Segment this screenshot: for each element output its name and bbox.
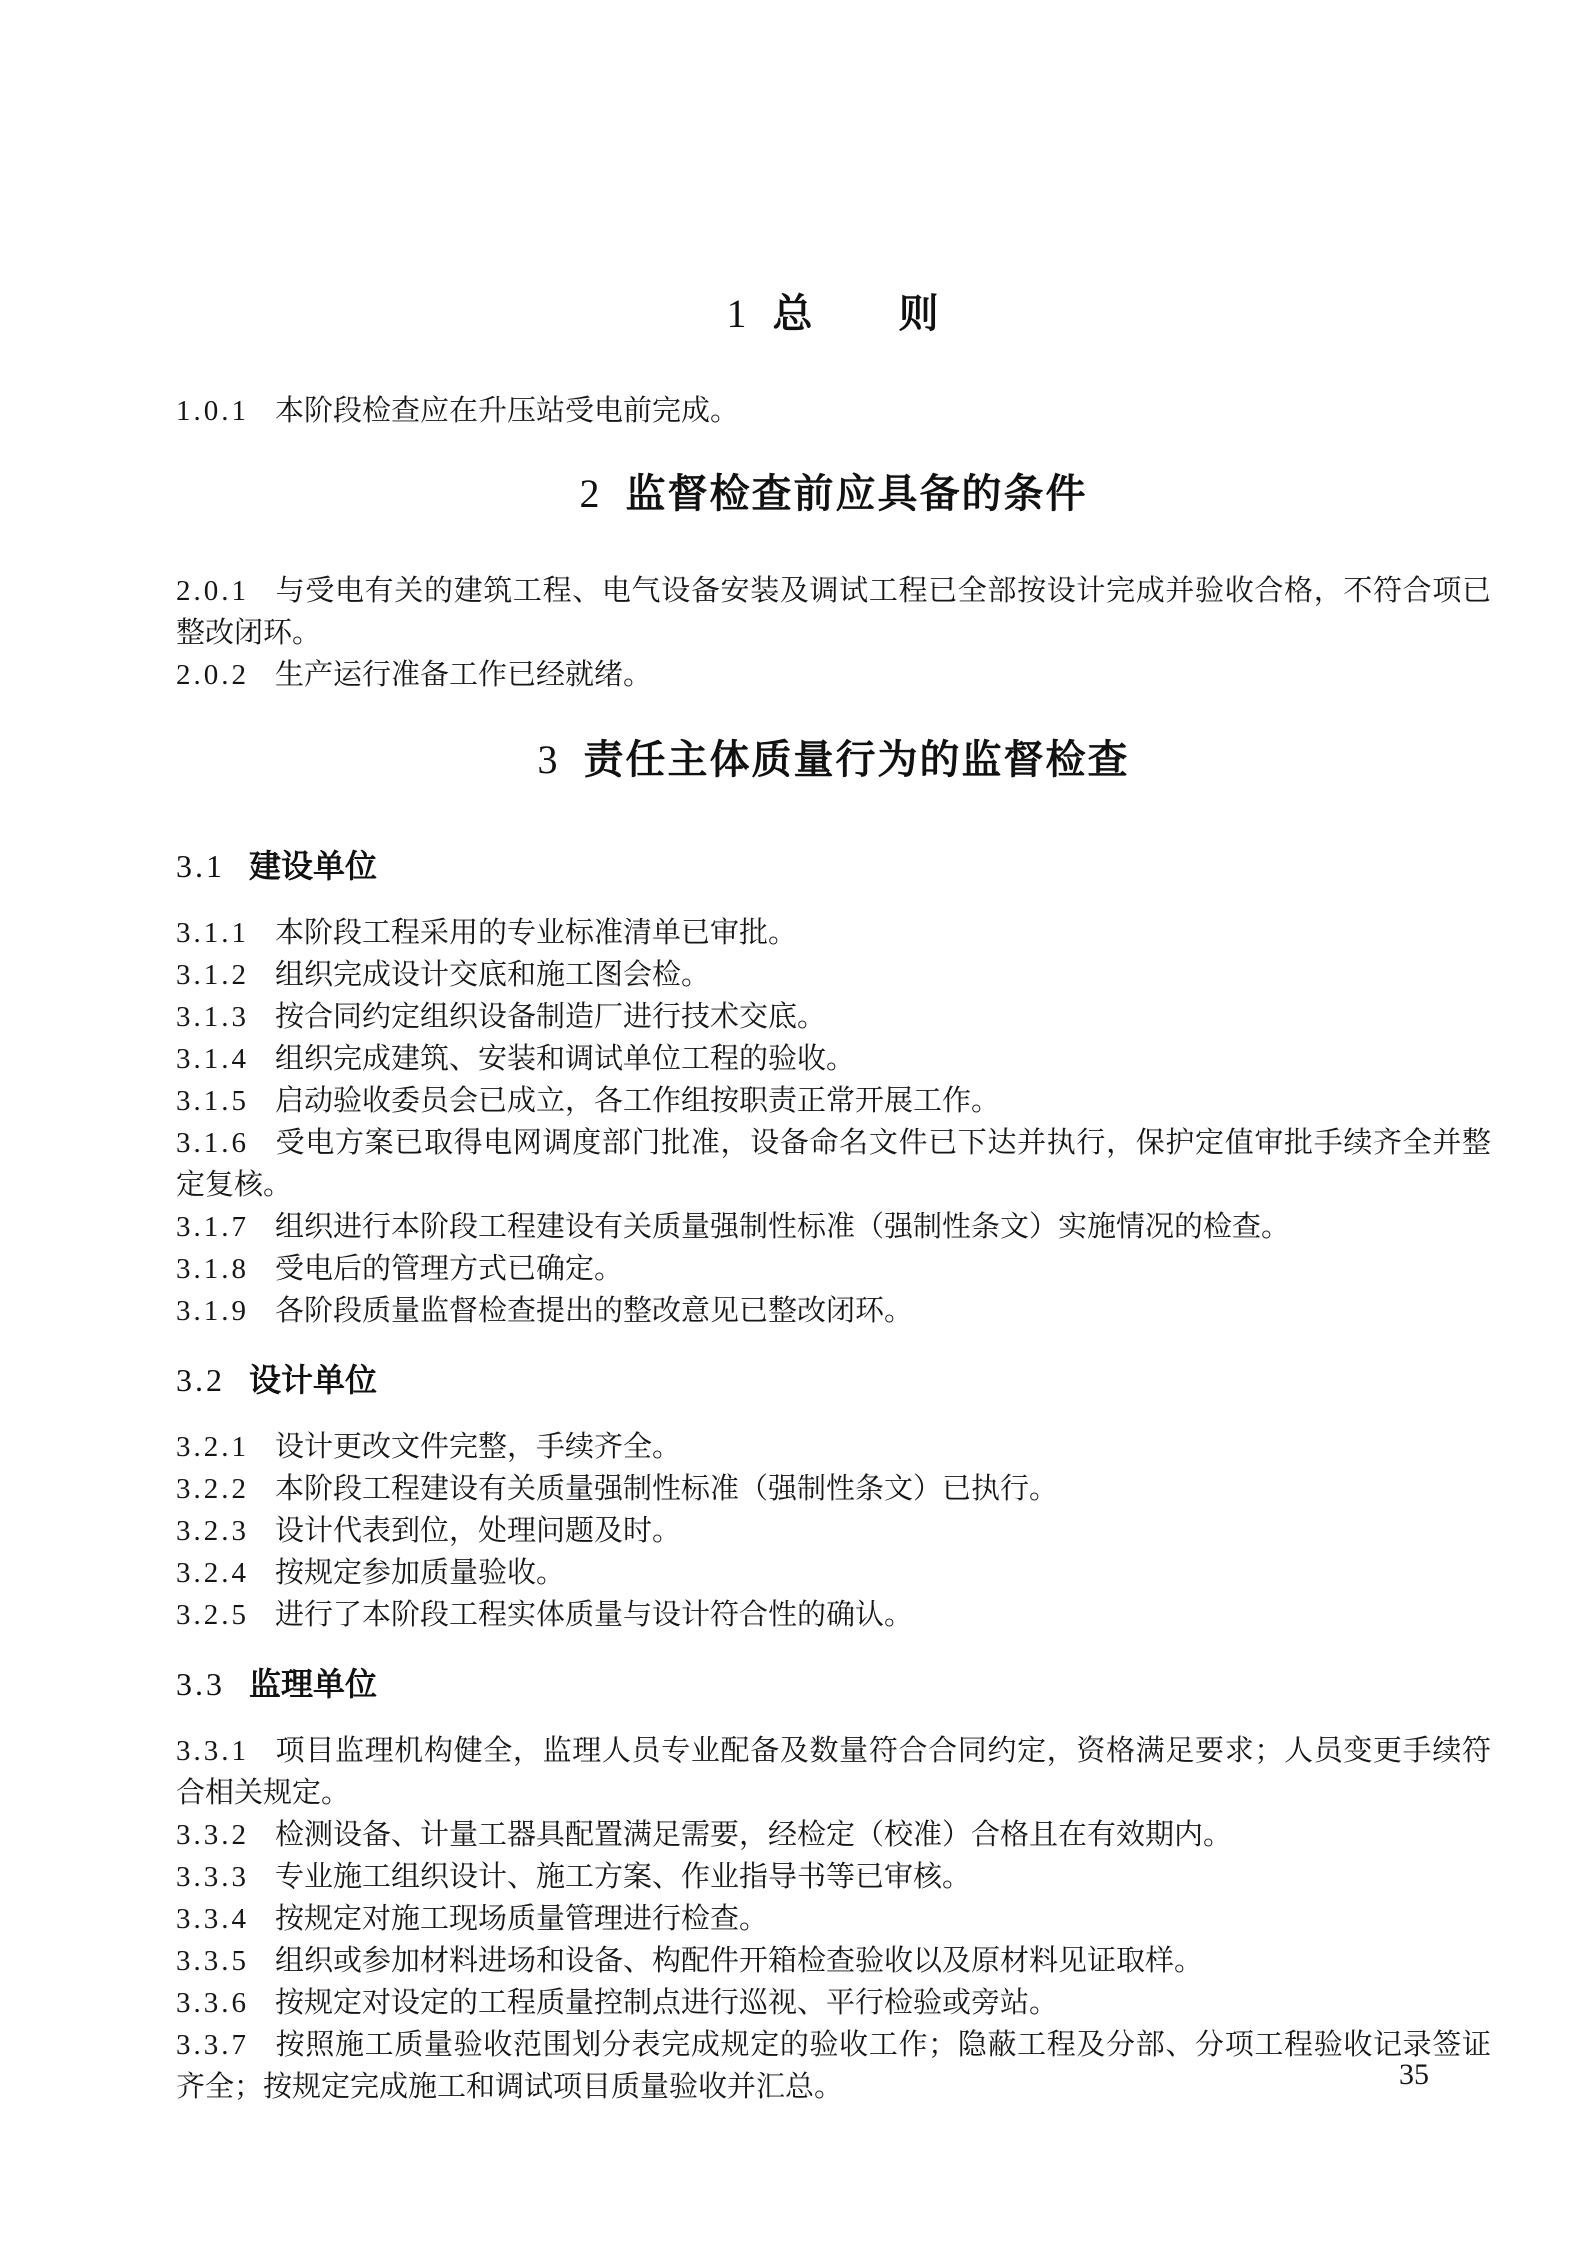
clause-3-1-7 [176, 1206, 1491, 1248]
clause-3-2-5-number: 3.2.5 [176, 1599, 249, 1631]
clause-3-3-3-text: 专业施工组织设计、施工方案、作业指导书等已审核。 [275, 1861, 972, 1893]
clause-3-1-4 [176, 1038, 1491, 1080]
clause-3-3-1-text: 项目监理机构健全，监理人员专业配备及数量符合合同约定，资格满足要求；人员变更手续符合相关规定。 [176, 1735, 1491, 1809]
clause-3-1-7-number: 3.1.7 [176, 1211, 249, 1243]
clause-3-1-4-number: 3.1.4 [176, 1043, 249, 1075]
clause-3-1-5 [176, 1080, 1491, 1122]
clause-3-1-6-text: 受电方案已取得电网调度部门批准，设备命名文件已下达并执行，保护定值审批手续齐全并整定复核。 [176, 1127, 1491, 1201]
clause-1-0-1 [176, 390, 1491, 432]
clause-3-3-2-text: 检测设备、计量工器具配置满足需要，经检定（校准）合格且在有效期内。 [275, 1819, 1233, 1851]
clause-3-1-3-text: 按合同约定组织设备制造厂进行技术交底。 [275, 1001, 827, 1033]
clause-3-1-2-text: 组织完成设计交底和施工图会检。 [275, 959, 711, 991]
subsection-heading-3-1-title: 建设单位 [249, 848, 378, 884]
clause-3-3-3-number: 3.3.3 [176, 1861, 249, 1893]
clause-1-0-1-text: 本阶段检查应在升压站受电前完成。 [275, 395, 740, 427]
clause-3-2-2-number: 3.2.2 [176, 1473, 249, 1505]
clause-3-3-7-number: 3.3.7 [176, 2029, 249, 2061]
section-heading-1 [176, 290, 1491, 338]
clause-3-2-1-number: 3.2.1 [176, 1431, 249, 1463]
subsection-heading-3-2 [176, 1358, 1491, 1402]
clause-3-3-6 [176, 1982, 1491, 2024]
clause-3-2-3 [176, 1510, 1491, 1552]
clause-3-3-4 [176, 1898, 1491, 1940]
clause-3-1-9-number: 3.1.9 [176, 1295, 249, 1327]
clause-3-1-5-text: 启动验收委员会已成立，各工作组按职责正常开展工作。 [275, 1085, 1001, 1117]
clause-3-2-3-number: 3.2.3 [176, 1515, 249, 1547]
clause-3-3-7-text: 按照施工质量验收范围划分表完成规定的验收工作；隐蔽工程及分部、分项工程验收记录签证齐全；按规定完成施工和调试项目质量验收并汇总。 [176, 2029, 1491, 2103]
clause-2-0-1 [176, 570, 1491, 654]
clause-3-2-5 [176, 1594, 1491, 1636]
clause-3-1-3-number: 3.1.3 [176, 1001, 249, 1033]
clause-2-0-1-text: 与受电有关的建筑工程、电气设备安装及调试工程已全部按设计完成并验收合格，不符合项已整改闭环。 [176, 575, 1491, 649]
clause-3-3-5-text: 组织或参加材料进场和设备、构配件开箱检查验收以及原材料见证取样。 [275, 1945, 1204, 1977]
clause-3-3-2-number: 3.3.2 [176, 1819, 249, 1851]
section-heading-2-number: 2 [579, 471, 600, 516]
subsection-heading-3-2-title: 设计单位 [249, 1362, 378, 1398]
clause-3-1-3 [176, 996, 1491, 1038]
clause-3-3-2 [176, 1814, 1491, 1856]
clause-3-1-2-number: 3.1.2 [176, 959, 249, 991]
clause-3-1-7-text: 组织进行本阶段工程建设有关质量强制性标准（强制性条文）实施情况的检查。 [275, 1211, 1291, 1243]
clause-2-0-2-text: 生产运行准备工作已经就绪。 [275, 659, 653, 691]
clause-3-3-6-number: 3.3.6 [176, 1987, 249, 2019]
clause-3-2-3-text: 设计代表到位，处理问题及时。 [275, 1515, 682, 1547]
subsection-heading-3-3-number: 3.3 [176, 1666, 225, 1702]
clause-3-1-8-text: 受电后的管理方式已确定。 [275, 1253, 624, 1285]
clause-3-3-4-number: 3.3.4 [176, 1903, 249, 1935]
clause-3-2-5-text: 进行了本阶段工程实体质量与设计符合性的确认。 [275, 1599, 914, 1631]
clause-3-2-2-text: 本阶段工程建设有关质量强制性标准（强制性条文）已执行。 [275, 1473, 1059, 1505]
section-heading-1-number: 1 [726, 291, 747, 336]
clause-3-2-4-text: 按规定参加质量验收。 [275, 1557, 566, 1589]
clause-3-2-1 [176, 1426, 1491, 1468]
clause-3-2-4 [176, 1552, 1491, 1594]
clause-3-3-5-number: 3.3.5 [176, 1945, 249, 1977]
clause-3-1-1 [176, 912, 1491, 954]
clause-3-3-5 [176, 1940, 1491, 1982]
subsection-heading-3-1-number: 3.1 [176, 848, 225, 884]
clause-3-3-1 [176, 1730, 1491, 1814]
subsection-heading-3-3-title: 监理单位 [249, 1666, 378, 1702]
section-heading-2 [176, 470, 1491, 518]
subsection-heading-3-1 [176, 844, 1491, 888]
clause-3-1-9-text: 各阶段质量监督检查提出的整改意见已整改闭环。 [275, 1295, 914, 1327]
section-heading-2-title: 监督检查前应具备的条件 [625, 472, 1088, 516]
clause-3-1-1-text: 本阶段工程采用的专业标准清单已审批。 [275, 917, 798, 949]
clause-3-1-6 [176, 1122, 1491, 1206]
clause-3-3-3 [176, 1856, 1491, 1898]
clause-3-1-9 [176, 1290, 1491, 1332]
clause-1-0-1-number: 1.0.1 [176, 395, 249, 427]
subsection-heading-3-2-number: 3.2 [176, 1362, 225, 1398]
subsection-heading-3-3 [176, 1662, 1491, 1706]
clause-3-1-2 [176, 954, 1491, 996]
clause-3-3-1-number: 3.3.1 [176, 1735, 249, 1767]
page-number: 35 [1399, 2058, 1429, 2091]
clause-3-3-6-text: 按规定对设定的工程质量控制点进行巡视、平行检验或旁站。 [275, 1987, 1059, 2019]
clause-3-2-2 [176, 1468, 1491, 1510]
clause-3-1-8 [176, 1248, 1491, 1290]
clause-2-0-2-number: 2.0.2 [176, 659, 249, 691]
clause-2-0-2 [176, 654, 1491, 696]
section-heading-3 [176, 736, 1491, 784]
section-heading-1-title: 总 则 [772, 292, 941, 336]
clause-3-1-8-number: 3.1.8 [176, 1253, 249, 1285]
section-heading-3-number: 3 [537, 737, 558, 782]
clause-3-1-4-text: 组织完成建筑、安装和调试单位工程的验收。 [275, 1043, 856, 1075]
clause-3-1-1-number: 3.1.1 [176, 917, 249, 949]
clause-3-3-4-text: 按规定对施工现场质量管理进行检查。 [275, 1903, 769, 1935]
section-heading-3-title: 责任主体质量行为的监督检查 [583, 738, 1130, 782]
clause-3-3-7 [176, 2024, 1491, 2108]
clause-3-1-5-number: 3.1.5 [176, 1085, 249, 1117]
clause-3-2-1-text: 设计更改文件完整，手续齐全。 [275, 1431, 682, 1463]
clause-2-0-1-number: 2.0.1 [176, 575, 249, 607]
clause-3-2-4-number: 3.2.4 [176, 1557, 249, 1589]
clause-3-1-6-number: 3.1.6 [176, 1127, 249, 1159]
